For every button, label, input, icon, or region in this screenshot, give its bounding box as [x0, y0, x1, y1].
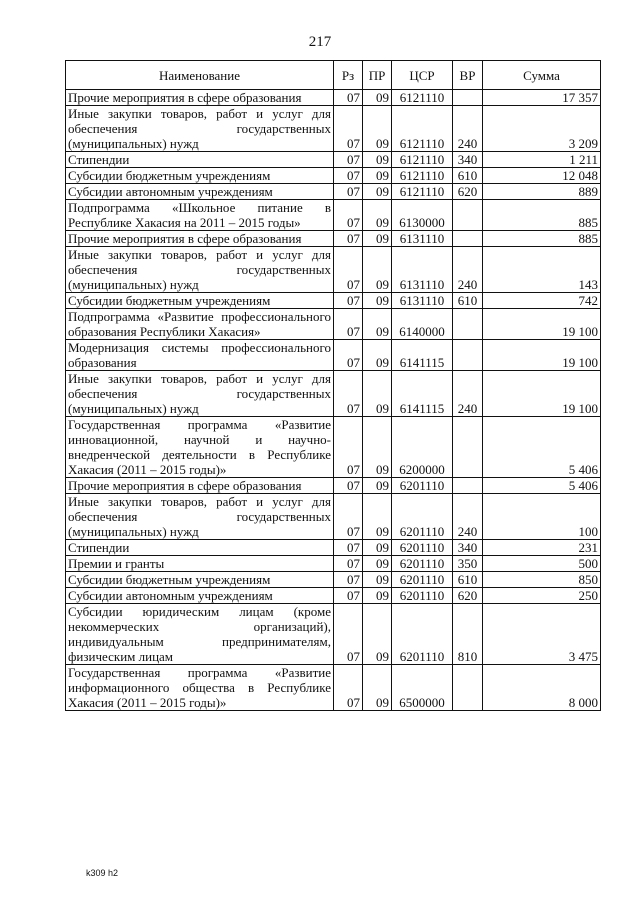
cell-vr: 610	[453, 168, 483, 184]
header-sum: Сумма	[483, 61, 601, 90]
cell-name: Субсидии юридическим лицам (кроме некоммерческих организаций), индивидуальным предпринимателям, физическим лицам	[66, 604, 334, 665]
cell-rz: 07	[334, 231, 363, 247]
table-row	[66, 665, 601, 711]
table-row	[66, 200, 601, 231]
cell-pr: 09	[363, 556, 392, 572]
cell-name: Субсидии бюджетным учреждениям	[66, 293, 334, 309]
cell-sum: 742	[483, 293, 601, 309]
cell-sum: 885	[483, 200, 601, 231]
cell-sum: 5 406	[483, 417, 601, 478]
cell-rz: 07	[334, 371, 363, 417]
table-row	[66, 371, 601, 417]
cell-name: Субсидии бюджетным учреждениям	[66, 168, 334, 184]
cell-sum: 250	[483, 588, 601, 604]
cell-vr	[453, 665, 483, 711]
cell-rz: 07	[334, 247, 363, 293]
cell-vr: 620	[453, 588, 483, 604]
cell-rz: 07	[334, 556, 363, 572]
cell-name: Иные закупки товаров, работ и услуг для обеспечения государственных (муниципальных) нужд	[66, 494, 334, 540]
cell-csr: 6201110	[392, 572, 453, 588]
table-row	[66, 152, 601, 168]
cell-name: Прочие мероприятия в сфере образования	[66, 478, 334, 494]
cell-rz: 07	[334, 588, 363, 604]
cell-sum: 19 100	[483, 309, 601, 340]
cell-vr: 340	[453, 540, 483, 556]
table-row	[66, 184, 601, 200]
cell-vr: 610	[453, 293, 483, 309]
cell-csr: 6131110	[392, 293, 453, 309]
cell-sum: 17 357	[483, 90, 601, 106]
table-row	[66, 247, 601, 293]
cell-pr: 09	[363, 309, 392, 340]
cell-sum: 500	[483, 556, 601, 572]
cell-csr: 6140000	[392, 309, 453, 340]
cell-vr	[453, 90, 483, 106]
cell-name: Государственная программа «Развитие инновационной, научной и научно-внедренческой деятельности в Республике Хакасия (2011 – 2015 годы)»	[66, 417, 334, 478]
cell-sum: 885	[483, 231, 601, 247]
cell-sum: 889	[483, 184, 601, 200]
cell-pr: 09	[363, 478, 392, 494]
header-rz: Рз	[334, 61, 363, 90]
cell-pr: 09	[363, 200, 392, 231]
table-body	[66, 90, 601, 711]
cell-csr: 6121110	[392, 184, 453, 200]
cell-rz: 07	[334, 106, 363, 152]
cell-rz: 07	[334, 665, 363, 711]
header-name: Наименование	[66, 61, 334, 90]
cell-csr: 6131110	[392, 247, 453, 293]
cell-rz: 07	[334, 309, 363, 340]
cell-rz: 07	[334, 478, 363, 494]
cell-csr: 6131110	[392, 231, 453, 247]
table-row	[66, 494, 601, 540]
cell-name: Субсидии автономным учреждениям	[66, 184, 334, 200]
cell-vr: 240	[453, 371, 483, 417]
cell-vr: 350	[453, 556, 483, 572]
cell-sum: 8 000	[483, 665, 601, 711]
cell-vr	[453, 309, 483, 340]
cell-rz: 07	[334, 184, 363, 200]
cell-pr: 09	[363, 371, 392, 417]
cell-vr	[453, 231, 483, 247]
table-row	[66, 309, 601, 340]
table-row	[66, 556, 601, 572]
cell-pr: 09	[363, 340, 392, 371]
cell-csr: 6201110	[392, 540, 453, 556]
cell-sum: 100	[483, 494, 601, 540]
cell-sum: 3 475	[483, 604, 601, 665]
table-row	[66, 90, 601, 106]
cell-vr: 340	[453, 152, 483, 168]
table-header-row	[66, 61, 601, 90]
cell-csr: 6121110	[392, 168, 453, 184]
cell-vr	[453, 200, 483, 231]
cell-pr: 09	[363, 152, 392, 168]
cell-rz: 07	[334, 494, 363, 540]
cell-vr: 240	[453, 106, 483, 152]
cell-sum: 231	[483, 540, 601, 556]
table-row	[66, 604, 601, 665]
header-vr: ВР	[453, 61, 483, 90]
cell-pr: 09	[363, 588, 392, 604]
table-row	[66, 340, 601, 371]
footer-code: k309 h2	[86, 868, 119, 878]
cell-vr: 610	[453, 572, 483, 588]
cell-name: Субсидии бюджетным учреждениям	[66, 572, 334, 588]
cell-pr: 09	[363, 540, 392, 556]
cell-name: Иные закупки товаров, работ и услуг для обеспечения государственных (муниципальных) нужд	[66, 247, 334, 293]
cell-pr: 09	[363, 90, 392, 106]
cell-pr: 09	[363, 665, 392, 711]
cell-pr: 09	[363, 604, 392, 665]
cell-vr	[453, 478, 483, 494]
header-pr: ПР	[363, 61, 392, 90]
budget-table	[65, 60, 601, 711]
cell-name: Подпрограмма «Развитие профессионального образования Республики Хакасия»	[66, 309, 334, 340]
cell-pr: 09	[363, 231, 392, 247]
cell-name: Прочие мероприятия в сфере образования	[66, 90, 334, 106]
cell-pr: 09	[363, 293, 392, 309]
cell-name: Модернизация системы профессионального образования	[66, 340, 334, 371]
cell-name: Иные закупки товаров, работ и услуг для обеспечения государственных (муниципальных) нужд	[66, 106, 334, 152]
table-row	[66, 588, 601, 604]
cell-name: Прочие мероприятия в сфере образования	[66, 231, 334, 247]
cell-vr	[453, 417, 483, 478]
cell-sum: 5 406	[483, 478, 601, 494]
cell-rz: 07	[334, 90, 363, 106]
cell-rz: 07	[334, 340, 363, 371]
cell-csr: 6201110	[392, 556, 453, 572]
table-row	[66, 540, 601, 556]
cell-rz: 07	[334, 417, 363, 478]
cell-vr: 620	[453, 184, 483, 200]
table-row	[66, 572, 601, 588]
cell-pr: 09	[363, 417, 392, 478]
table-row	[66, 293, 601, 309]
cell-name: Иные закупки товаров, работ и услуг для обеспечения государственных (муниципальных) нужд	[66, 371, 334, 417]
cell-sum: 12 048	[483, 168, 601, 184]
cell-rz: 07	[334, 200, 363, 231]
cell-rz: 07	[334, 168, 363, 184]
cell-pr: 09	[363, 572, 392, 588]
cell-csr: 6141115	[392, 371, 453, 417]
cell-pr: 09	[363, 247, 392, 293]
cell-name: Стипендии	[66, 540, 334, 556]
header-csr: ЦСР	[392, 61, 453, 90]
cell-sum: 3 209	[483, 106, 601, 152]
cell-vr: 240	[453, 494, 483, 540]
cell-csr: 6130000	[392, 200, 453, 231]
cell-vr: 240	[453, 247, 483, 293]
cell-sum: 143	[483, 247, 601, 293]
cell-rz: 07	[334, 572, 363, 588]
cell-csr: 6141115	[392, 340, 453, 371]
cell-csr: 6201110	[392, 604, 453, 665]
cell-pr: 09	[363, 494, 392, 540]
cell-rz: 07	[334, 152, 363, 168]
cell-name: Субсидии автономным учреждениям	[66, 588, 334, 604]
table-row	[66, 231, 601, 247]
cell-csr: 6500000	[392, 665, 453, 711]
cell-csr: 6200000	[392, 417, 453, 478]
table-row	[66, 106, 601, 152]
page-number: 217	[308, 34, 332, 50]
cell-sum: 850	[483, 572, 601, 588]
cell-name: Премии и гранты	[66, 556, 334, 572]
cell-csr: 6121110	[392, 106, 453, 152]
cell-vr: 810	[453, 604, 483, 665]
cell-sum: 19 100	[483, 340, 601, 371]
cell-pr: 09	[363, 106, 392, 152]
cell-name: Подпрограмма «Школьное питание в Республике Хакасия на 2011 – 2015 годы»	[66, 200, 334, 231]
cell-csr: 6121110	[392, 152, 453, 168]
cell-csr: 6121110	[392, 90, 453, 106]
cell-pr: 09	[363, 184, 392, 200]
table-row	[66, 168, 601, 184]
cell-name: Государственная программа «Развитие информационного общества в Республике Хакасия (2011 – 2015 годы)»	[66, 665, 334, 711]
cell-rz: 07	[334, 604, 363, 665]
cell-rz: 07	[334, 540, 363, 556]
cell-csr: 6201110	[392, 478, 453, 494]
table-row	[66, 478, 601, 494]
cell-name: Стипендии	[66, 152, 334, 168]
cell-csr: 6201110	[392, 494, 453, 540]
table-row	[66, 417, 601, 478]
cell-vr	[453, 340, 483, 371]
cell-csr: 6201110	[392, 588, 453, 604]
cell-pr: 09	[363, 168, 392, 184]
cell-rz: 07	[334, 293, 363, 309]
cell-sum: 1 211	[483, 152, 601, 168]
cell-sum: 19 100	[483, 371, 601, 417]
